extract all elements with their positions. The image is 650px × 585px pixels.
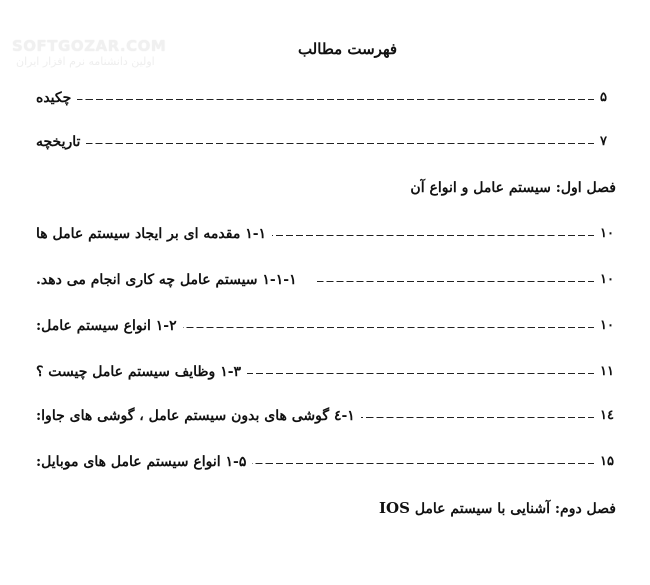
toc-entry-1-1[interactable] <box>36 223 616 245</box>
toc-entry-page: ۱۰ <box>600 226 614 241</box>
toc-entry-label: ۱-٤ گوشی های بدون سیستم عامل ، گوشی های جاوا: <box>36 408 355 424</box>
toc-entry-page: ۷ <box>600 134 607 149</box>
toc-entry-page: ۵ <box>600 90 607 105</box>
toc-entry-1-1-1[interactable] <box>36 269 616 291</box>
dotted-leader <box>252 463 594 464</box>
chapter-1-heading[interactable] <box>36 177 616 199</box>
watermark-brand: SOFTGOZAR.COM <box>12 37 167 55</box>
dotted-leader <box>272 235 594 236</box>
toc-entry-label: ۱-۲ انواع سیستم عامل: <box>36 318 177 334</box>
toc-entry-history[interactable] <box>36 131 616 153</box>
chapter-2-heading[interactable] <box>36 497 616 519</box>
chapter-heading-label: فصل اول: سیستم عامل و انواع آن <box>410 180 616 196</box>
toc-entry-label: تاریخچه <box>36 134 81 150</box>
watermark-tagline: اولین دانشنامه نرم افزار ایران <box>16 55 155 68</box>
chapter-heading-latin: IOS <box>379 499 410 517</box>
toc-entry-page: ۱۱ <box>600 364 614 379</box>
toc-entry-page: ۱۰ <box>600 272 614 287</box>
toc-entry-1-4[interactable] <box>36 405 616 427</box>
toc-entry-page: ۱۰ <box>600 318 614 333</box>
toc-entry-label: چکیده <box>36 90 72 106</box>
toc-title: فهرست مطالب <box>297 40 398 58</box>
dotted-leader <box>77 99 594 100</box>
chapter-heading-label: فصل دوم: آشنایی با سیستم عامل <box>414 501 616 517</box>
dotted-leader <box>317 281 594 282</box>
toc-entry-1-5[interactable] <box>36 451 616 473</box>
dotted-leader <box>183 327 594 328</box>
toc-entry-abstract[interactable] <box>36 87 616 109</box>
dotted-leader <box>247 373 594 374</box>
toc-entry-1-2[interactable] <box>36 315 616 337</box>
dotted-leader <box>361 417 594 418</box>
toc-entry-label: ۱-۳ وظایف سیستم عامل چیست ؟ <box>36 364 242 380</box>
toc-entry-page: ۱٤ <box>600 408 614 423</box>
toc-entry-page: ۱۵ <box>600 454 614 469</box>
toc-entry-label: ۱-۵ انواع سیستم عامل های موبایل: <box>36 454 247 470</box>
toc-entry-1-3[interactable] <box>36 361 616 383</box>
dotted-leader <box>86 143 594 144</box>
toc-entry-label: ۱-۱-۱ سیستم عامل چه کاری انجام می دهد. <box>36 272 297 288</box>
toc-entry-label: ۱-۱ مقدمه ای بر ایجاد سیستم عامل ها <box>36 226 267 242</box>
